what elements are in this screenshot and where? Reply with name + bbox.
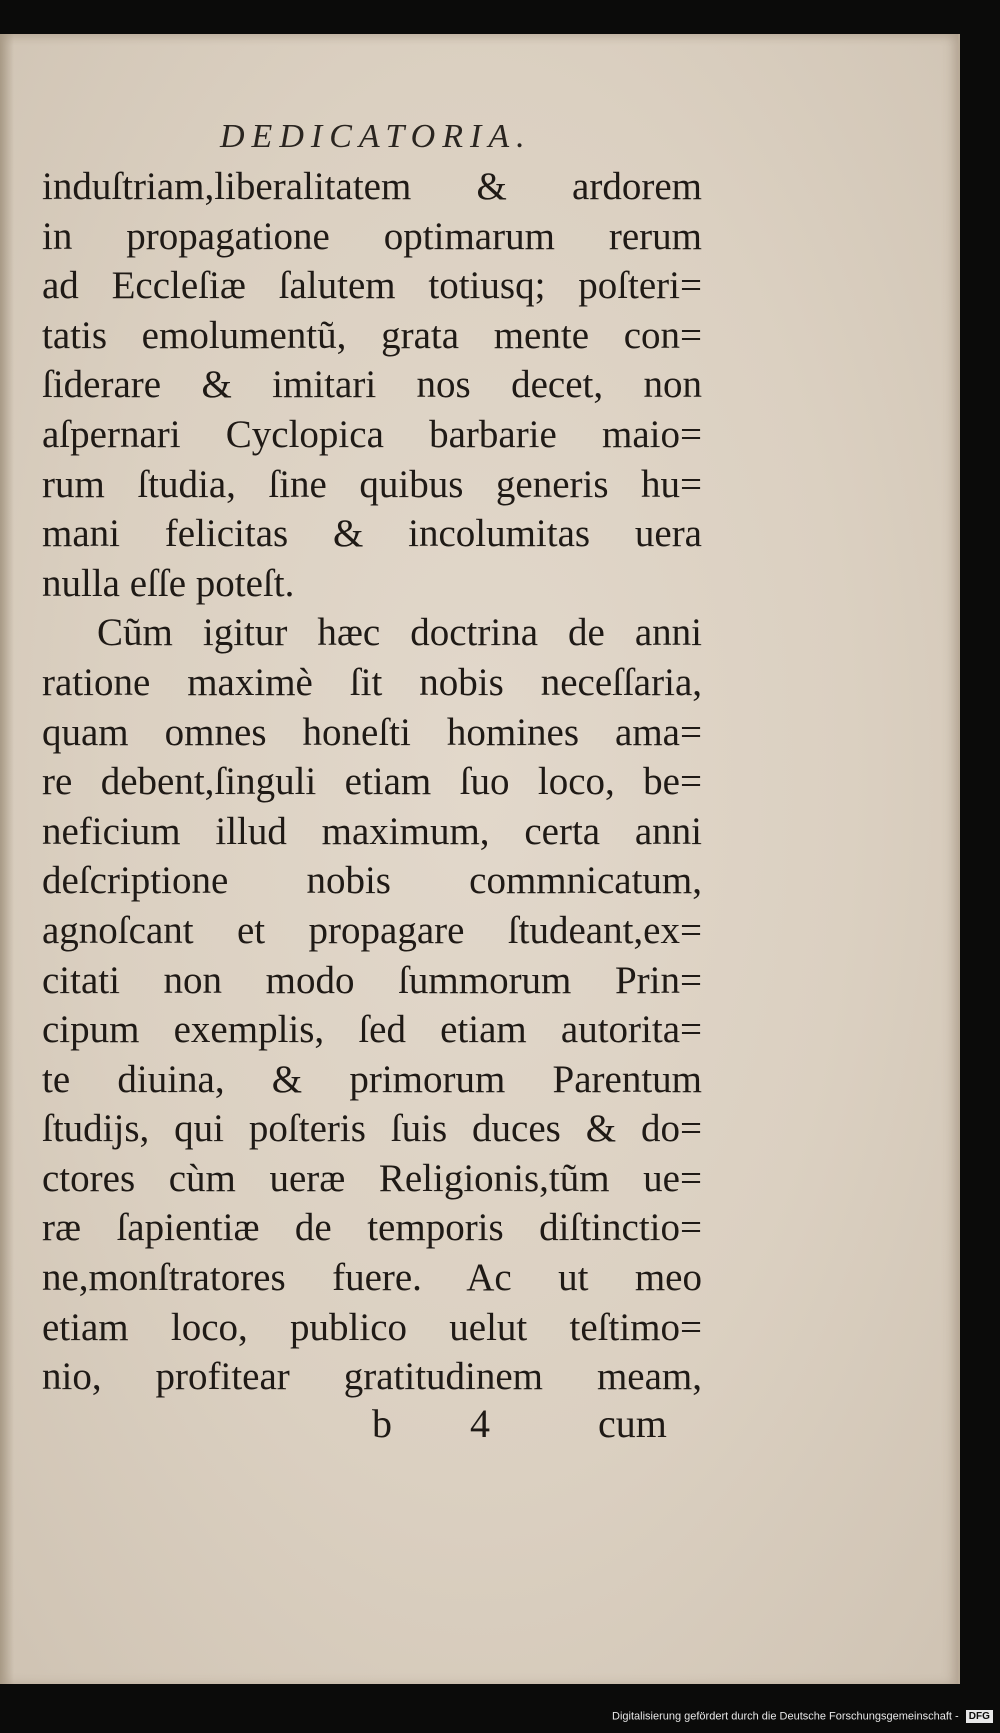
text-line: te diuina, & primorum Parentum: [42, 1057, 702, 1101]
text-line: in propagatione optimarum rerum: [42, 214, 702, 258]
text-line: Cũm igitur hæc doctrina de anni: [97, 611, 702, 655]
signature-mark-letter: b: [372, 1401, 392, 1446]
text-line: aſpernari Cyclopica barbarie maio=: [42, 412, 702, 456]
text-line: ræ ſapientiæ de temporis diſtinctio=: [42, 1206, 702, 1250]
text-line: cipum exemplis, ſed etiam autorita=: [42, 1008, 702, 1052]
text-line: induſtriam,liberalitatem & ardorem: [42, 165, 702, 208]
text-line: nulla eſſe poteſt.: [42, 561, 295, 605]
text-line: citati non modo ſummorum Prin=: [42, 958, 702, 1002]
text-line: ſtudijs, qui poſteris ſuis duces & do=: [42, 1107, 702, 1151]
text-line: agnoſcant et propagare ſtudeant,ex=: [42, 908, 702, 952]
digitization-credit: [612, 1710, 993, 1723]
text-line: neficium illud maximum, certa anni: [42, 809, 702, 853]
credit-text: Digitalisierung gefördert durch die Deutsche Forschungsgemeinschaft -: [612, 1710, 959, 1723]
catchword: cum: [598, 1401, 667, 1446]
body-text: [42, 162, 702, 1402]
dfg-logo: DFG: [966, 1710, 993, 1723]
text-line: tatis emolumentũ, grata mente con=: [42, 313, 702, 357]
text-line: quam omnes honeſti homines ama=: [42, 710, 702, 754]
text-line: ctores cùm ueræ Religionis,tũm ue=: [42, 1156, 702, 1200]
page-gutter-shadow: [0, 34, 14, 1684]
text-line: nio, profitear gratitudinem meam,: [42, 1355, 702, 1399]
text-line: ſiderare & imitari nos decet, non: [42, 363, 702, 407]
text-line: rum ſtudia, ſine quibus generis hu=: [42, 462, 702, 506]
text-line: deſcriptione nobis commnicatum,: [42, 859, 702, 903]
signature-mark-number: 4: [470, 1401, 490, 1446]
text-line: re debent,ſinguli etiam ſuo loco, be=: [42, 760, 702, 804]
text-line: ad Eccleſiæ ſalutem totiusq; poſteri=: [42, 264, 702, 308]
text-line: mani felicitas & incolumitas uera: [42, 512, 702, 556]
running-head: DEDICATORIA.: [220, 118, 532, 155]
text-line: ratione maximè ſit nobis neceſſaria,: [42, 660, 702, 704]
text-line: etiam loco, publico uelut teſtimo=: [42, 1305, 702, 1349]
text-line: ne,monſtratores fuere. Ac ut meo: [42, 1256, 702, 1300]
